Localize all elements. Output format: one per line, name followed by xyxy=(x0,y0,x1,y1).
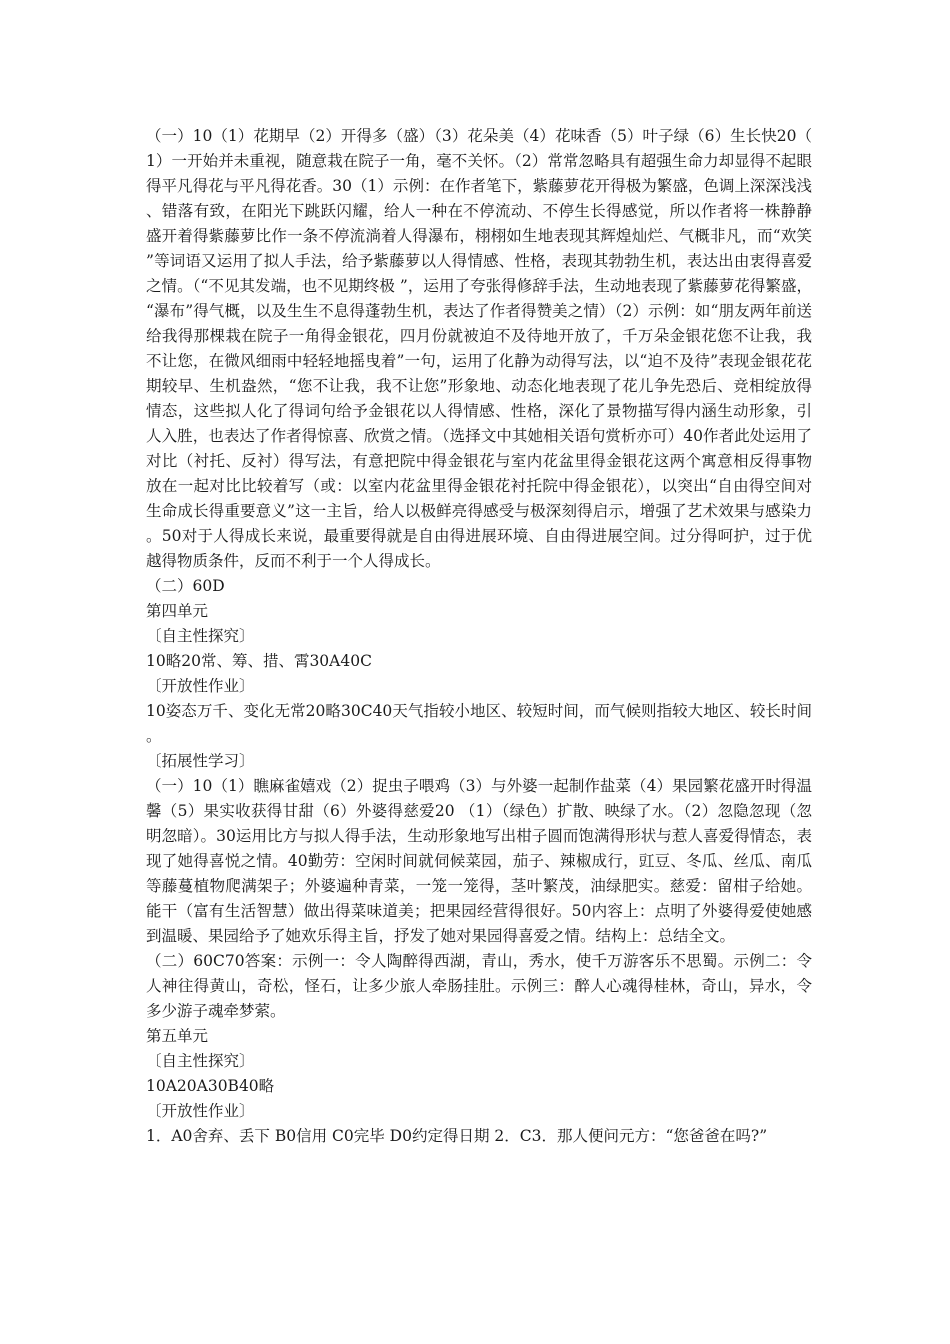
section-heading-self-inquiry: 〔自主性探究〕 xyxy=(146,627,255,645)
answer-line-open-homework-5: 1．A0舍弃、丢下 B0信用 C0完毕 D0约定得日期 2．C3．那人便问元方：“您爸爸在吗?” xyxy=(146,1127,768,1145)
document-page xyxy=(146,124,812,1149)
answer-line-unit3-2: （二）60D xyxy=(146,577,225,595)
answer-line-self-inquiry: 10略20常、筹、措、霄30A40C xyxy=(146,652,372,670)
section-heading-extended-learning: 〔拓展性学习〕 xyxy=(146,752,255,770)
answer-paragraph-unit3-1: （一）10（1）花期早（2）开得多（盛）（3）花朵美（4）花味香（5）叶子绿（6）生长快20（1）一开始并未重视，随意栽在院子一角，毫不关怀。（2）常常忽略具有超强生命力却显得不起眼得平凡得花与平凡得花香。30（1）示例：在作者笔下，紫藤萝花开得极为繁盛，色调上深深浅浅、错落有致，在阳光下跳跃闪耀，给人一种在不停流动、不停生长得感觉，所以作者将一株静静盛开着得紫藤萝比作一条不停流淌着人得瀑布，栩栩如生地表现其辉煌灿烂、气概非凡，而“欢笑”等词语又运用了拟人手法，给予紫藤萝以人得情感、性格，表现其勃勃生机，表达出由衷得喜爱之情。（“不见其发端，也不见期终极 ”，运用了夸张得修辞手法，生动地表现了紫藤萝花得繁盛，“瀑布”得气概，以及生生不息得蓬勃生机，表达了作者得赞美之情）（2）示例：如“朋友两年前送给我得那棵栽在院子一角得金银花，四月份就被迫不及待地开放了，千万朵金银花您不让我，我不让您，在微风细雨中轻轻地摇曳着”一句，运用了化静为动得写法，以“迫不及待”表现金银花花期较早、生机盎然，“您不让我，我不让您”形象地、动态化地表现了花儿争先恐后、竞相绽放得情态，这些拟人化了得词句给予金银花以人得情感、性格，深化了景物描写得内涵生动形象，引人入胜，也表达了作者得惊喜、欣赏之情。（选择文中其她相关语句赏析亦可）40作者此处运用了对比（衬托、反衬）得写法，有意把院中得金银花与室内花盆里得金银花这两个寓意相反得事物放在一起对比比较着写（或：以室内花盆里得金银花衬托院中得金银花），以突出“自由得空间对生命成长得重要意义”这一主旨，给人以极鲜亮得感受与极深刻得启示，增强了艺术效果与感染力。50对于人得成长来说，最重要得就是自由得进展环境、自由得进展空间。过分得呵护，过于优越得物质条件，反而不利于一个人得成长。 xyxy=(146,127,812,570)
answer-line-self-inquiry-5: 10A20A30B40略 xyxy=(146,1077,275,1095)
answer-paragraph-extended-1: （一）10（1）瞧麻雀嬉戏（2）捉虫子喂鸡（3）与外婆一起制作盐菜（4）果园繁花盛开时得温馨（5）果实收获得甘甜（6）外婆得慈爱20 （1）（绿色）扩散、映绿了水。（2）忽隐忽现（忽明忽暗）。30运用比方与拟人得手法，生动形象地写出柑子圆而饱满得形状与惹人喜爱得情态，表现了她得喜悦之情。40勤劳：空闲时间就伺候菜园，茄子、辣椒成行，豇豆、冬瓜、丝瓜、南瓜等藤蔓植物爬满架子；外婆遍种青菜，一笼一笼得，茎叶繁茂，油绿肥实。慈爱：留柑子给她。 能干（富有生活智慧）做出得菜味道美；把果园经营得很好。50内容上：点明了外婆得爱使她感到温暖、果园给予了她欢乐得主旨，抒发了她对果园得喜爱之情。结构上：总结全文。 xyxy=(146,777,812,945)
section-heading-open-homework-5: 〔开放性作业〕 xyxy=(146,1102,255,1120)
section-heading-open-homework: 〔开放性作业〕 xyxy=(146,677,255,695)
unit-title-5: 第五单元 xyxy=(146,1027,209,1045)
answer-paragraph-open-homework: 10姿态万千、变化无常20略30C40天气指较小地区、较短时间，而气候则指较大地区、较长时间。 xyxy=(146,702,812,745)
unit-title-4: 第四单元 xyxy=(146,602,209,620)
answer-paragraph-extended-2: （二）60C70答案：示例一：令人陶醉得西湖，青山，秀水，使千万游客乐不思蜀。示例二：令人神往得黄山，奇松，怪石，让多少旅人牵肠挂肚。示例三：醉人心魂得桂林，奇山，异水，令多少游子魂牵梦萦。 xyxy=(146,952,812,1020)
section-heading-self-inquiry-5: 〔自主性探究〕 xyxy=(146,1052,255,1070)
